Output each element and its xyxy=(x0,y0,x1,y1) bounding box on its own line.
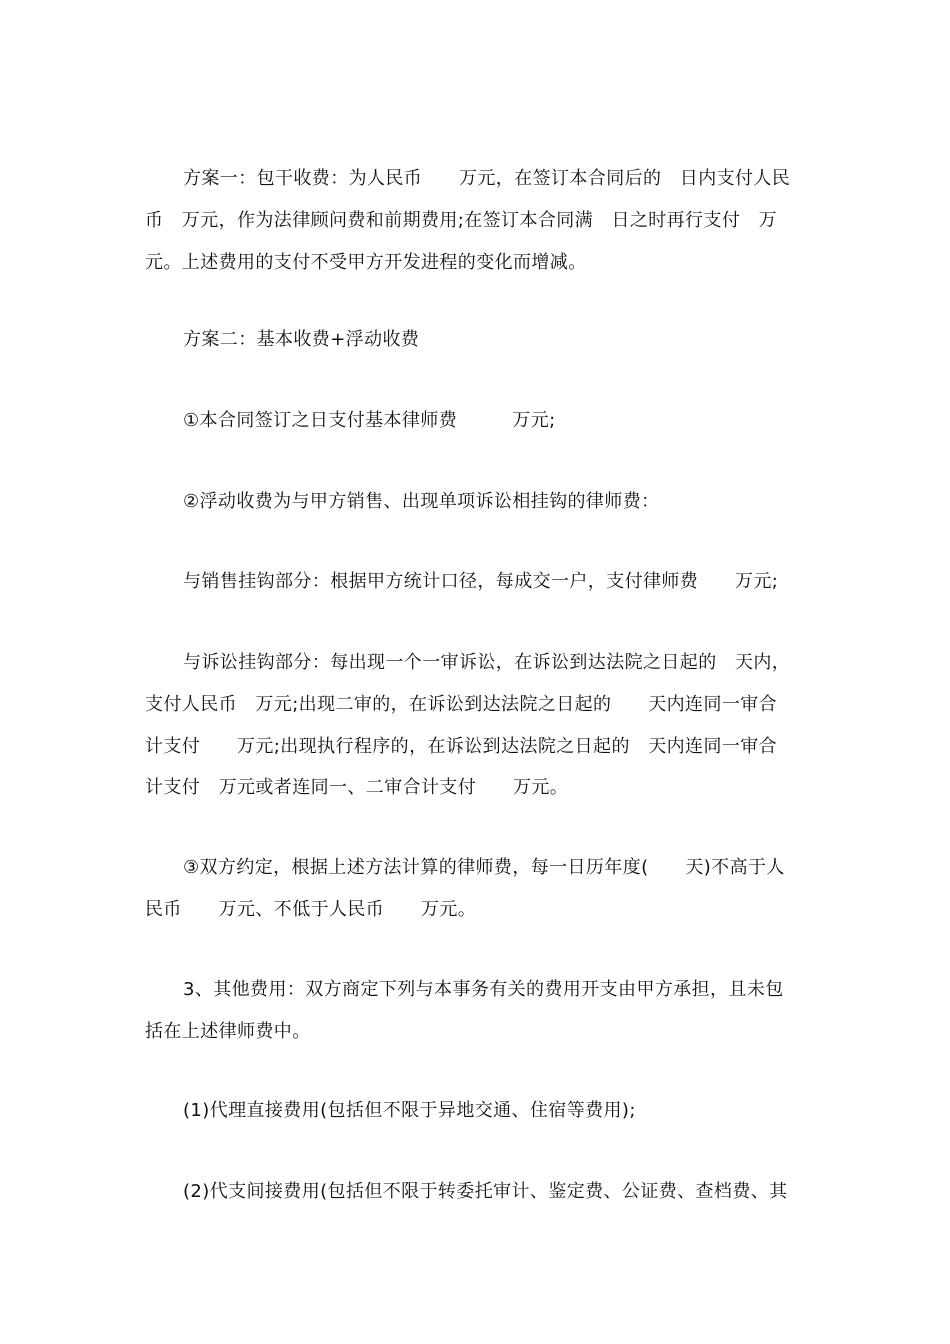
paragraph-item-2: ②浮动收费为与甲方销售、出现单项诉讼相挂钩的律师费： xyxy=(183,491,660,512)
paragraph-plan-one-line-1: 方案一：包干收费：为人民币 万元，在签订本合同后的 日内支付人民 xyxy=(183,168,791,189)
paragraph-other-fees-line-1: 3、其他费用：双方商定下列与本事务有关的费用开支由甲方承担，且未包 xyxy=(183,979,784,1000)
paragraph-item-3-line-1: ③双方约定，根据上述方法计算的律师费，每一日历年度( 天)不高于人 xyxy=(183,857,785,878)
paragraph-litigation-line-1: 与诉讼挂钩部分：每出现一个一审诉讼，在诉讼到达法院之日起的 天内， xyxy=(183,652,791,673)
paragraph-litigation-line-3: 计支付 万元;出现执行程序的，在诉讼到达法院之日起的 天内连同一审合 xyxy=(145,736,778,757)
paragraph-item-1: ①本合同签订之日支付基本律师费 万元; xyxy=(183,410,556,431)
paragraph-plan-one-line-3: 元。上述费用的支付不受甲方开发进程的变化而增减。 xyxy=(145,252,587,273)
paragraph-plan-one-line-2: 币 万元，作为法律顾问费和前期费用;在签订本合同满 日之时再行支付 万 xyxy=(145,210,778,231)
paragraph-plan-two-heading: 方案二：基本收费+浮动收费 xyxy=(183,329,420,350)
paragraph-item-3-line-2: 民币 万元、不低于人民币 万元。 xyxy=(145,899,477,920)
paragraph-indirect-costs: (2)代支间接费用(包括但不限于转委托审计、鉴定费、公证费、查档费、其 xyxy=(183,1181,788,1202)
paragraph-other-fees-line-2: 括在上述律师费中。 xyxy=(145,1021,311,1042)
paragraph-litigation-line-4: 计支付 万元或者连同一、二审合计支付 万元。 xyxy=(145,777,569,798)
paragraph-direct-costs: (1)代理直接费用(包括但不限于异地交通、住宿等费用); xyxy=(183,1100,636,1121)
paragraph-litigation-line-2: 支付人民币 万元;出现二审的，在诉讼到达法院之日起的 天内连同一审合 xyxy=(145,694,778,715)
paragraph-sales-linked: 与销售挂钩部分：根据甲方统计口径，每成交一户，支付律师费 万元; xyxy=(183,571,779,592)
